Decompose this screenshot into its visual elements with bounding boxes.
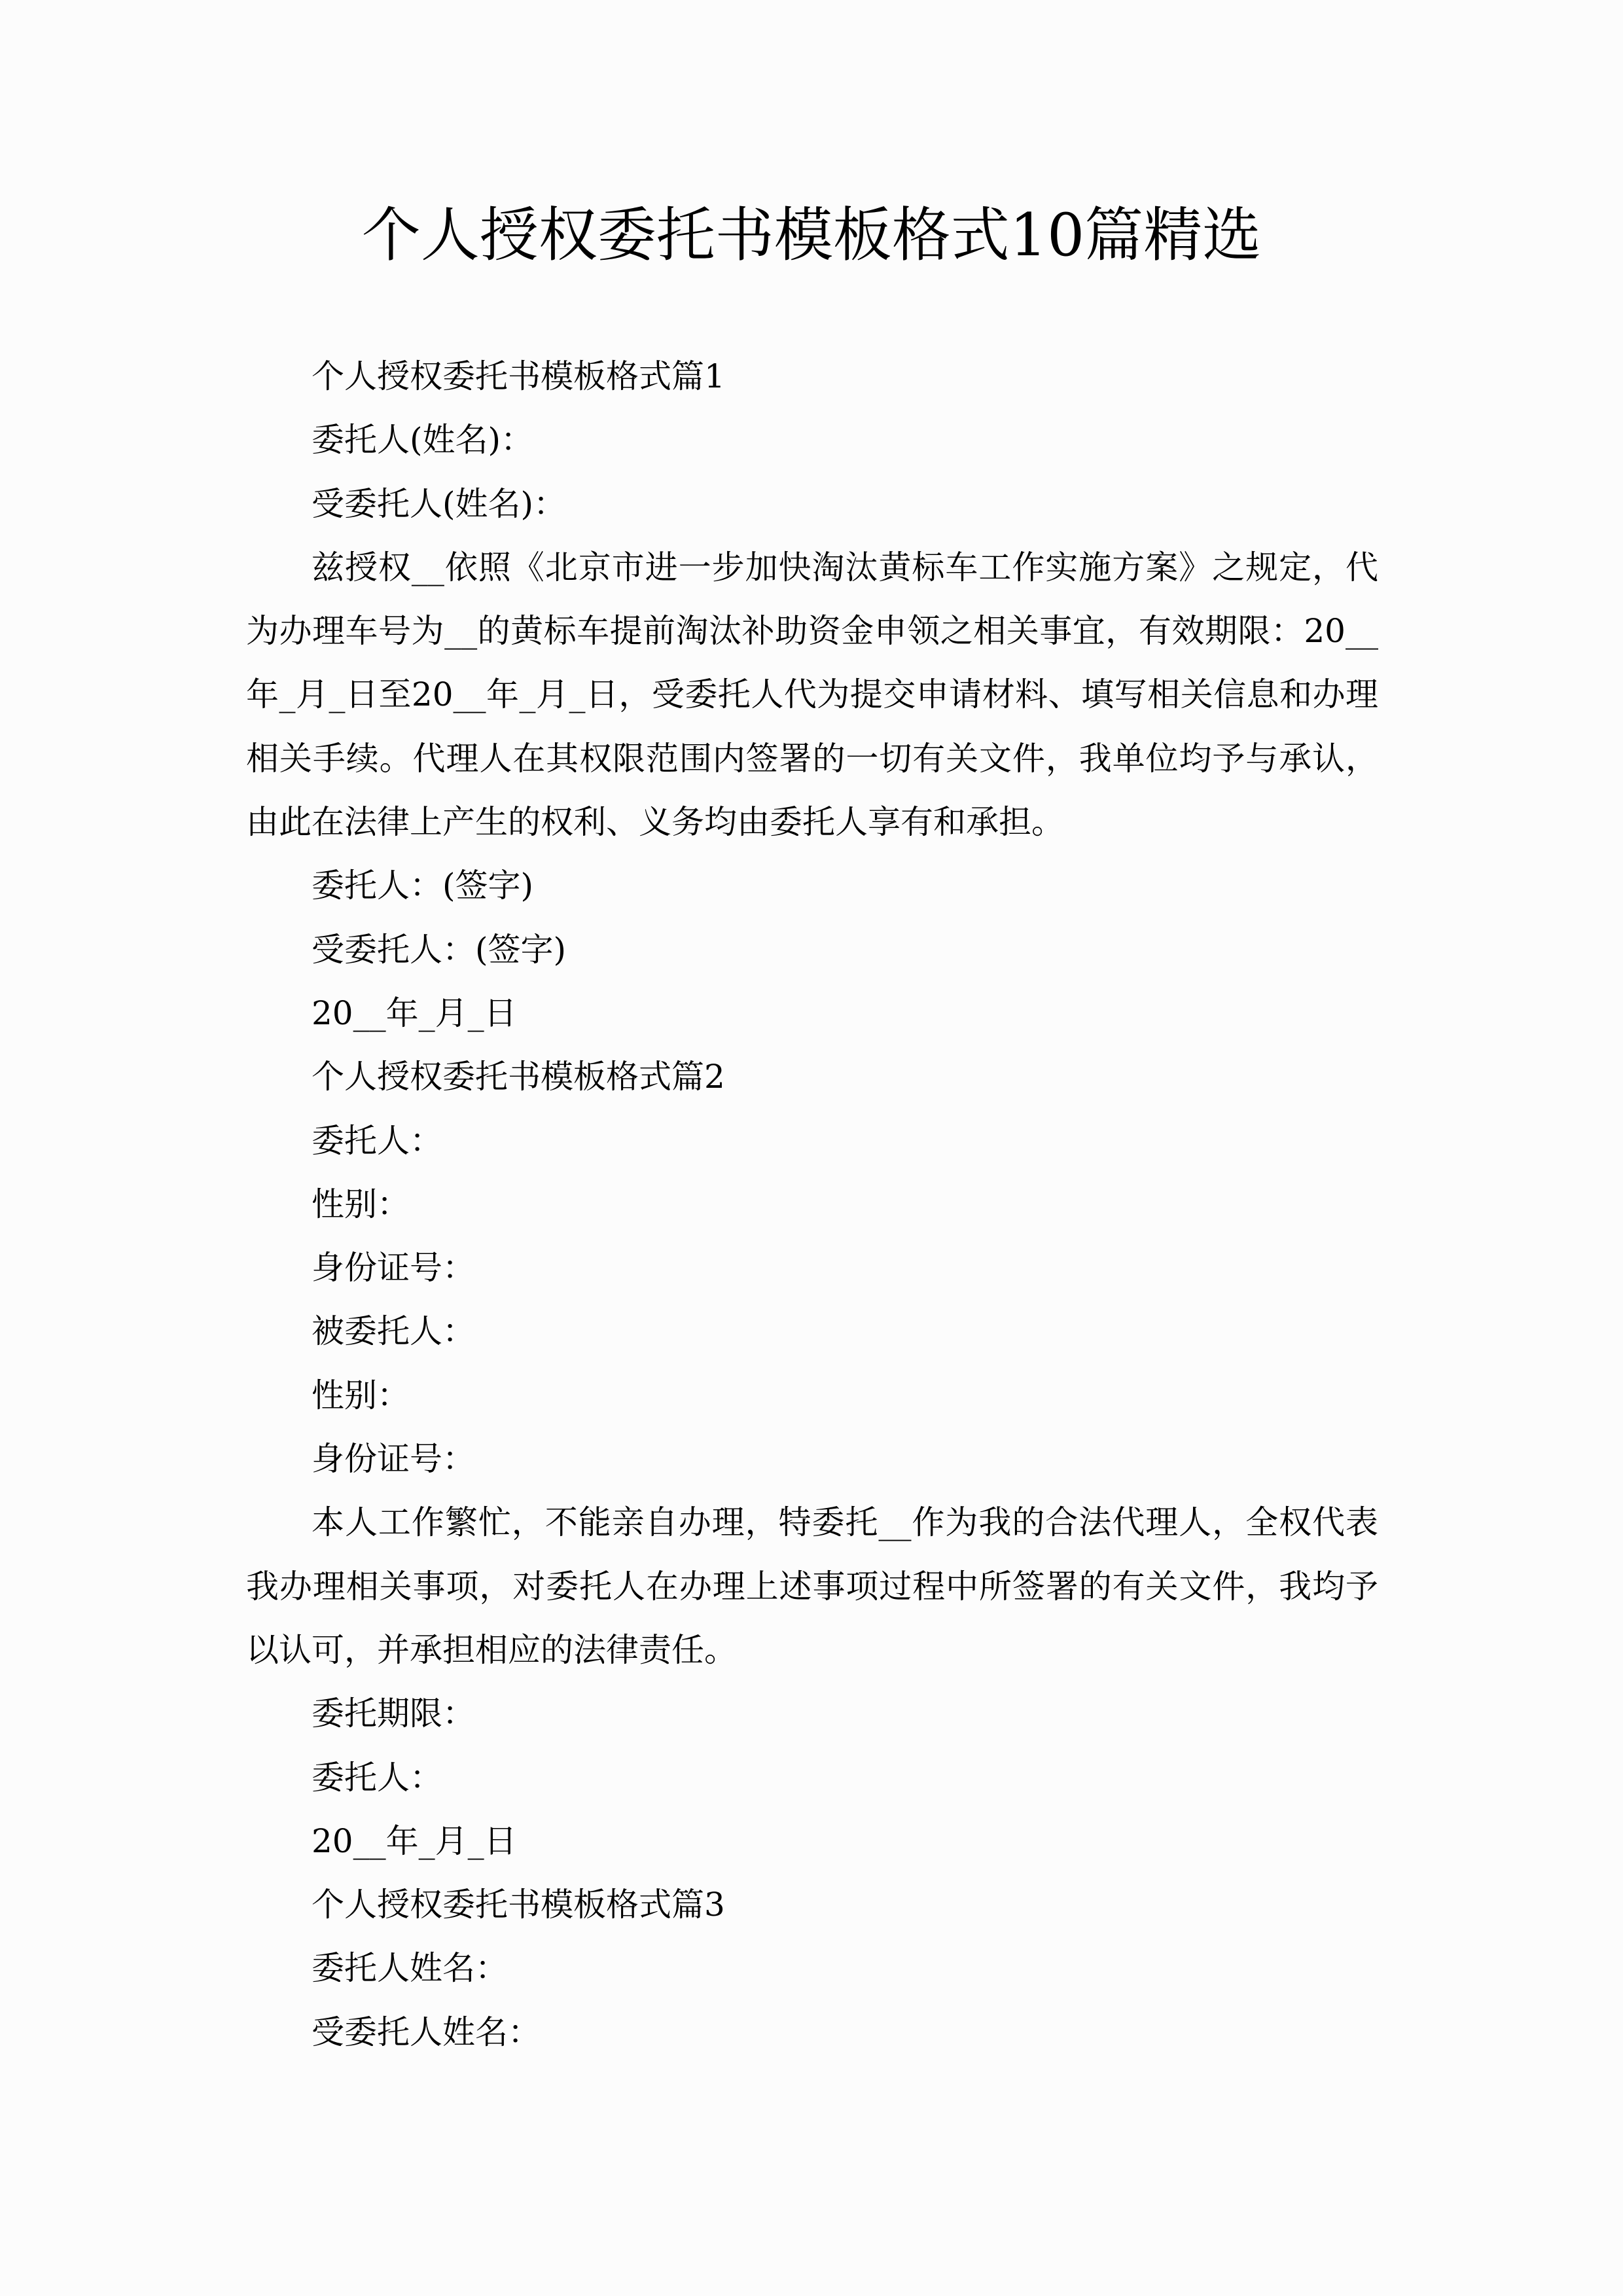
field-line: 性别：	[312, 1185, 410, 1223]
field-line: 身份证号：	[312, 1440, 475, 1479]
signature-line: 委托人：	[312, 1758, 442, 1797]
field-line: 委托期限：	[312, 1695, 475, 1733]
field-line: 委托人姓名：	[312, 1949, 508, 1988]
date-line: 20__年_月_日	[312, 1821, 517, 1860]
body-paragraph: 兹授权__依照《北京市进一步加快淘汰黄标车工作实施方案》之规定，代为办理车号为__的黄标车提前淘汰补助资金申领之相关事宜，有效期限：20__年_月_日至20__年_月_日，受委托人代为提交申请材料、填写相关信息和办理相关手续。代理人在其权限范围内签署的一切有关文件，我单位均予与承认，由此在法律上产生的权利、义务均由委托人享有和承担。	[246, 548, 1378, 842]
field-line: 委托人：	[312, 1121, 442, 1160]
body-paragraph: 本人工作繁忙，不能亲自办理，特委托__作为我的合法代理人，全权代表我办理相关事项，对委托人在办理上述事项过程中所签署的有关文件，我均予以认可，并承担相应的法律责任。	[246, 1503, 1378, 1669]
section-1	[246, 345, 1378, 1045]
section-2	[246, 1045, 1378, 1873]
section-heading: 个人授权委托书模板格式篇1	[312, 357, 725, 395]
signature-line: 受委托人：(签字)	[312, 930, 567, 969]
field-line: 受委托人姓名：	[312, 2013, 541, 2051]
document-body	[246, 345, 1378, 2064]
field-line: 性别：	[312, 1376, 410, 1414]
field-line: 被委托人：	[312, 1312, 475, 1351]
section-heading: 个人授权委托书模板格式篇3	[312, 1886, 725, 1924]
field-line: 委托人(姓名)：	[312, 421, 534, 459]
field-line: 身份证号：	[312, 1249, 475, 1287]
section-heading: 个人授权委托书模板格式篇2	[312, 1058, 725, 1096]
section-3	[246, 1873, 1378, 2064]
document-title: 个人授权委托书模板格式10篇精选	[361, 201, 1262, 270]
signature-line: 委托人：(签字)	[312, 867, 534, 905]
field-line: 受委托人(姓名)：	[312, 484, 567, 523]
date-line: 20__年_月_日	[312, 994, 517, 1032]
